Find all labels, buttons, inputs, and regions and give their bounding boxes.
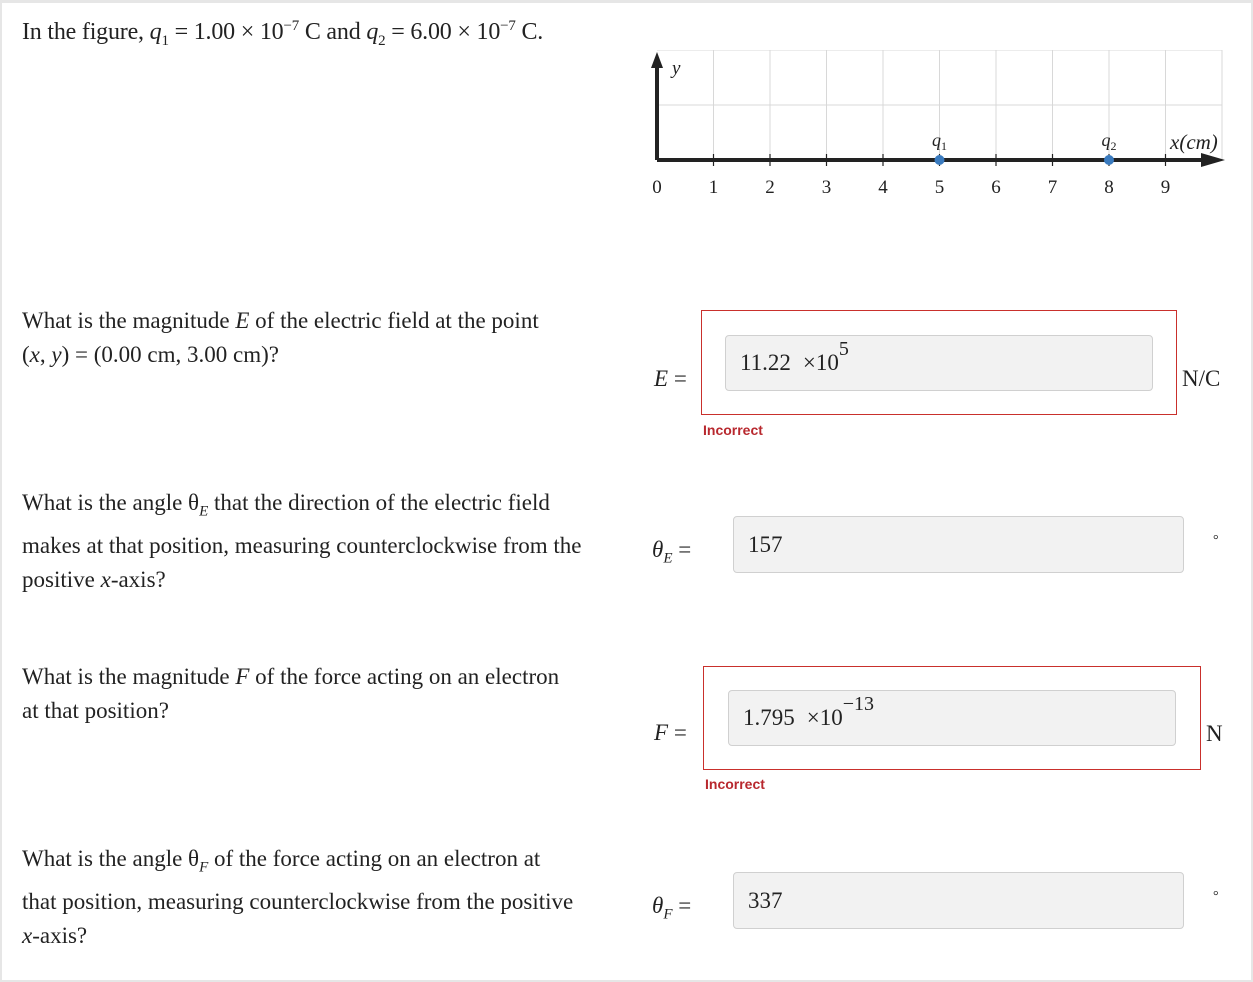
theta-f-degree-unit: ° [1213,889,1219,904]
question-3-text [22,660,559,728]
e-unit: N/C [1182,366,1221,391]
question-1-line2: (x, y) = (0.00 cm, 3.00 cm)? [22,342,279,367]
question-1-line1: What is the magnitude E of the electric field at the point [22,308,539,333]
x-tick-label-3: 3 [821,177,832,198]
intro-prefix: In the figure, [22,19,144,45]
f-answer-field[interactable] [728,690,1176,746]
e-label: E = [654,366,687,391]
e-answer-field[interactable] [725,335,1153,391]
x-tick-label-2: 2 [765,177,775,198]
theta-f-label: $\theta_F$ = [652,893,692,923]
question-1-text [22,304,539,372]
f-status-incorrect: Incorrect [705,776,765,792]
x-tick-label-8: 8 [1104,177,1114,198]
question-4-line3: x-axis? [22,922,88,948]
q2-charge-label: $q_2$ [1101,130,1117,153]
theta-e-label: $\theta_E$ = [652,537,692,567]
question-4-line2: that position, measuring counterclockwise from the positive [22,888,574,914]
question-2-line1: What is the angle $\theta_E$ that the direction of the electric field [22,490,550,520]
theta-f-value: 337 [748,887,783,913]
question-4-text [22,842,573,953]
x-axis-label: x(cm) [1170,130,1218,154]
f-exponent: −13 [842,692,875,715]
question-3-line2: at that position? [22,698,169,723]
theta-e-answer-field[interactable] [733,516,1184,573]
charge-figure [640,50,1230,210]
x-tick-label-7: 7 [1047,177,1058,198]
f-unit: N [1206,721,1223,746]
axis-diagram [640,50,1230,210]
q1-charge-dot [935,155,945,165]
y-axis-arrow [651,52,663,68]
intro-and: C and [304,19,361,45]
q1-charge-label: $q_1$ [932,130,947,153]
theta-e-degree-unit: ° [1213,533,1219,548]
x-tick-label-9: 9 [1160,177,1171,198]
x-tick-label-1: 1 [708,177,719,198]
x-axis-arrow [1201,153,1225,167]
q2-exponent: −7 [500,18,516,34]
frame-top [0,0,1253,3]
question-2-line2: makes at that position, measuring counterclockwise from the [22,532,582,558]
x-tick-label-0: 0 [652,177,662,198]
theta-e-value: 157 [748,531,783,557]
e-mantissa: 11.22 [740,350,791,375]
question-3-line1: What is the magnitude F of the force acting on an electron [22,664,560,689]
problem-statement [22,18,543,50]
question-2-line3: positive x-axis? [22,566,166,592]
q1-value: = 1.00 × 10 [174,19,284,45]
q2-value: = 6.00 × 10 [391,19,501,45]
x-tick-label-4: 4 [878,177,888,198]
e-exponent: 5 [838,337,849,360]
theta-f-answer-field[interactable] [733,872,1184,929]
q2-charge-dot [1104,155,1114,165]
q1-symbol: q [149,19,162,45]
e-status-incorrect: Incorrect [703,422,763,438]
x-tick-label-6: 6 [991,177,1001,198]
x-tick-label-5: 5 [934,177,945,198]
f-label: F = [654,720,687,745]
f-mantissa: 1.795 [743,705,795,730]
f-times-ten: ×10 [806,705,843,730]
q1-exponent: −7 [283,18,300,34]
q2-symbol: q [366,19,379,45]
question-4-line1: What is the angle $\theta_F$ of the force acting on an electron at [22,846,541,876]
question-2-text [22,486,582,597]
intro-end: C. [521,19,544,45]
frame-left [0,0,2,982]
q2-subscript: 2 [378,32,386,49]
q1-subscript: 1 [161,32,169,49]
y-axis-label: y [672,58,681,79]
e-times-ten: ×10 [802,350,839,375]
